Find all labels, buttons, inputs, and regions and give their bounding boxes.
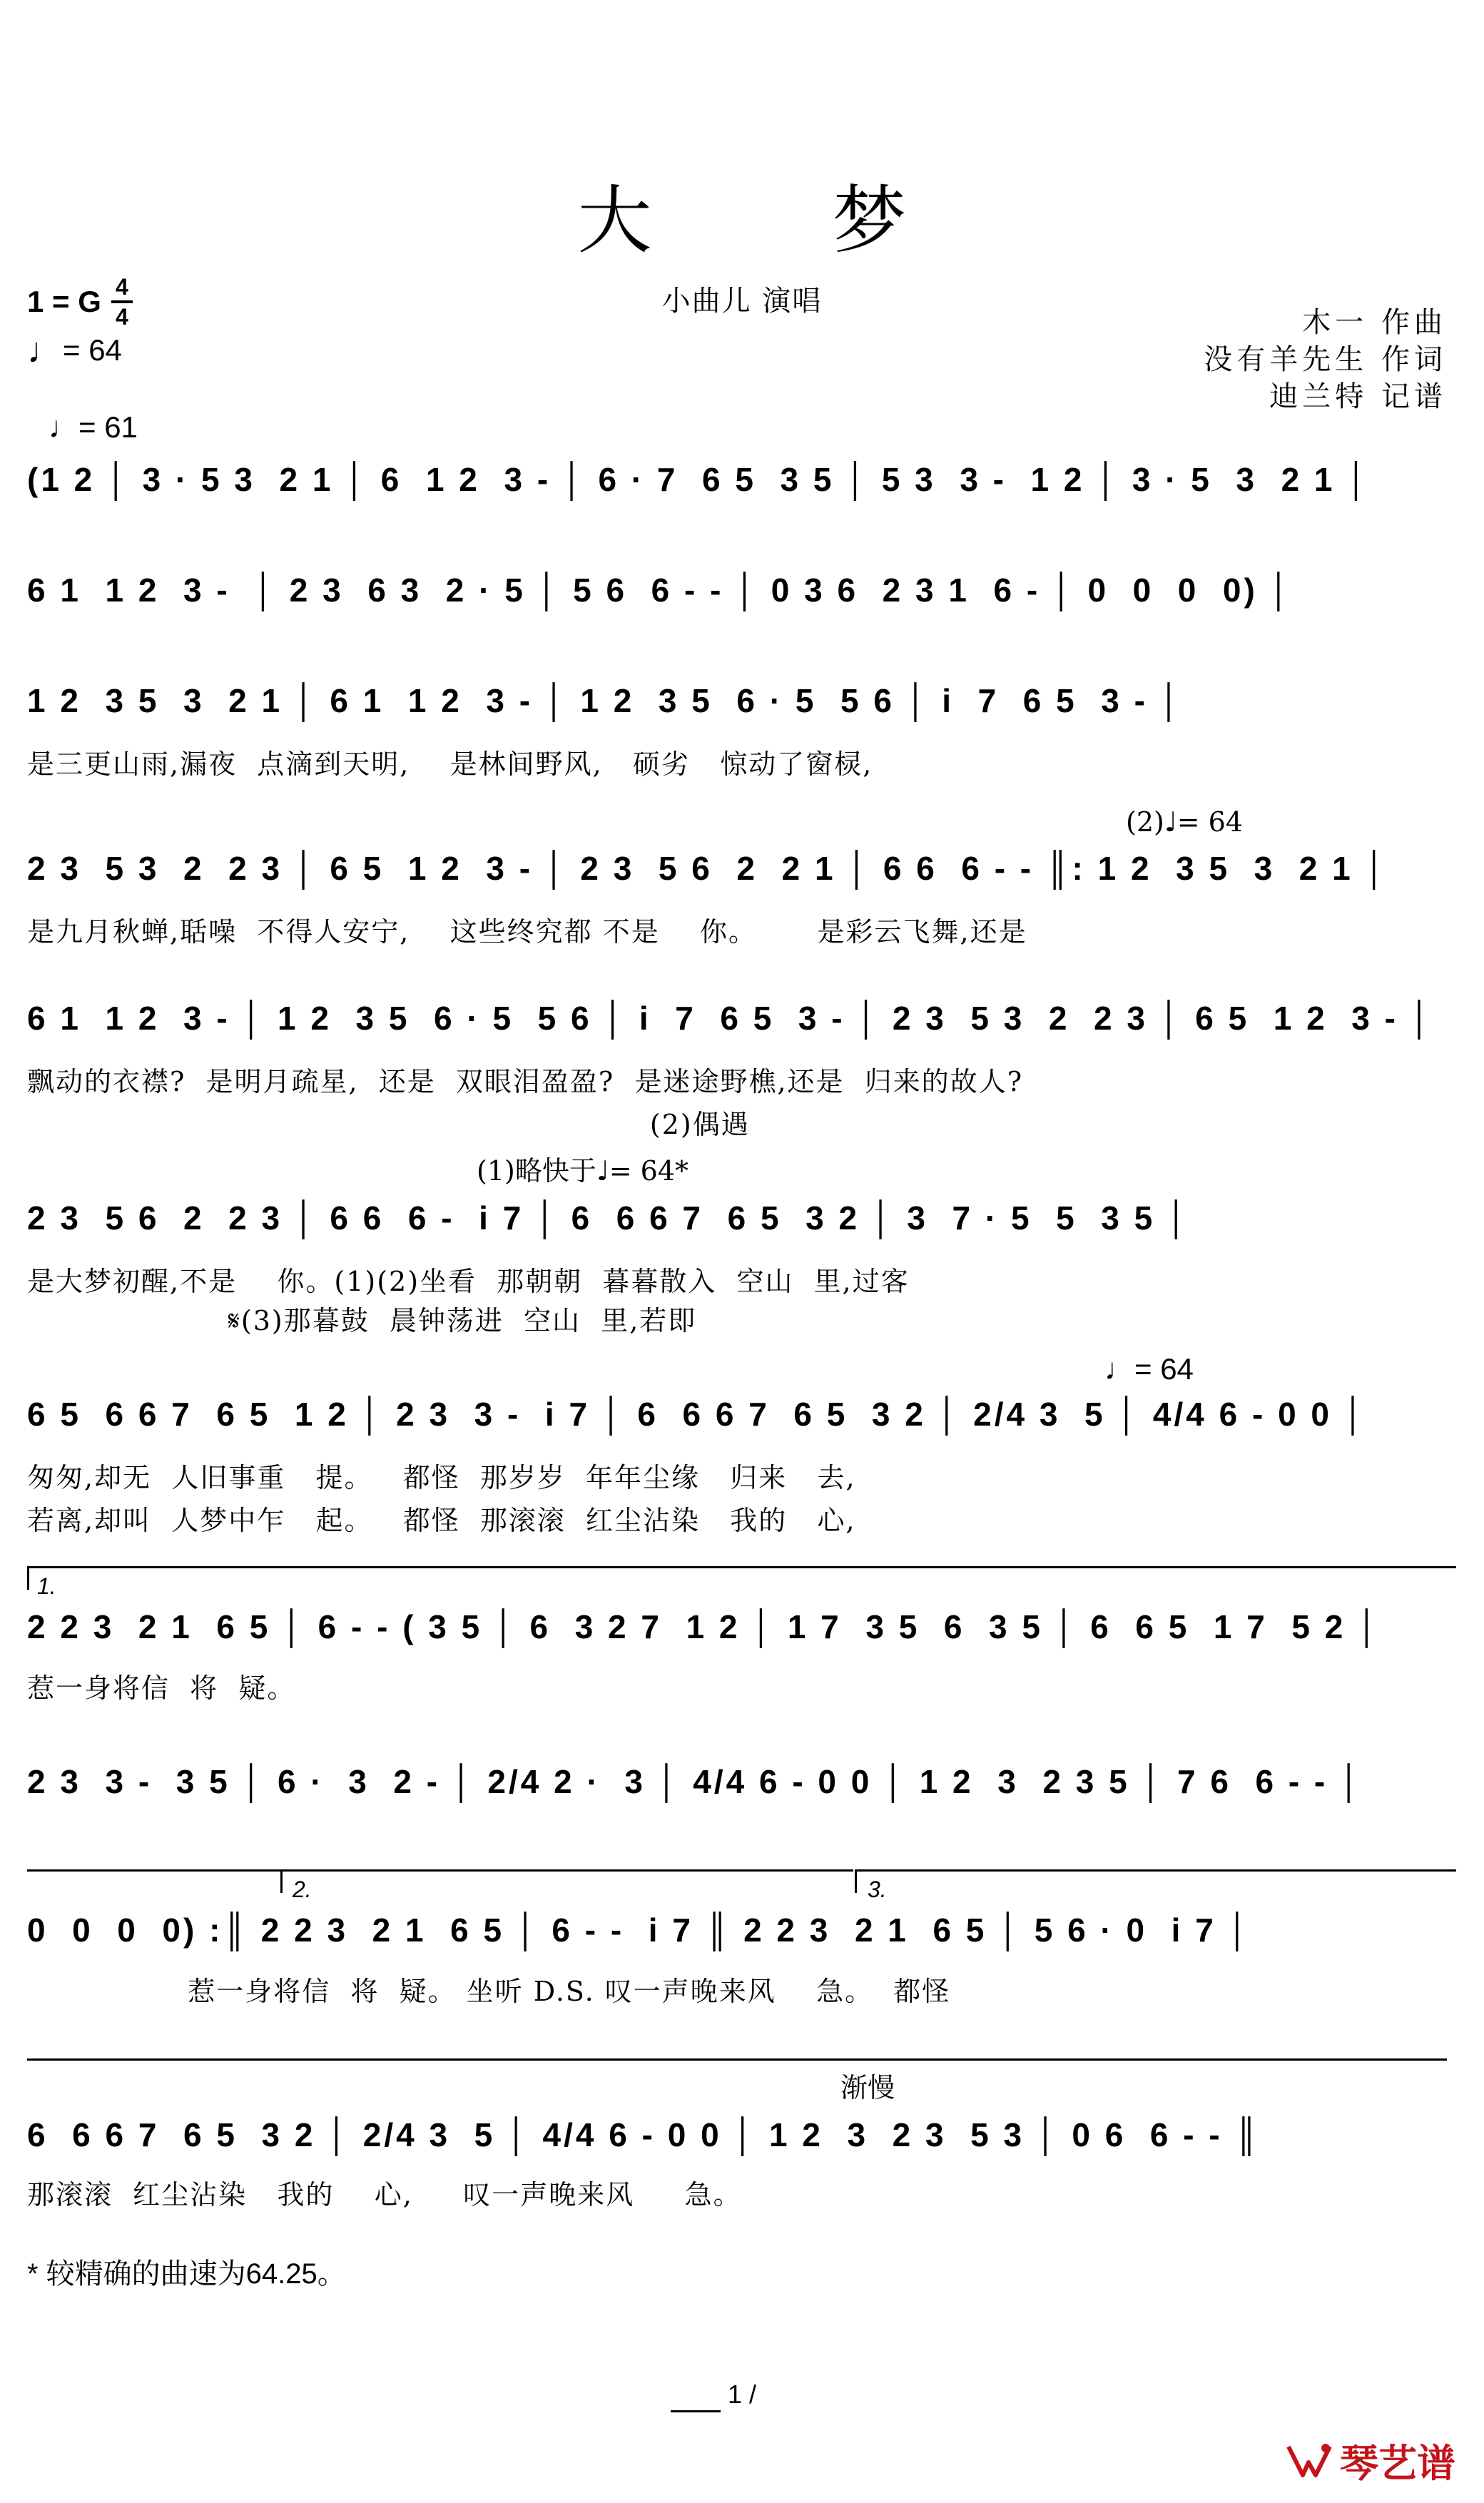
score-system-7 <box>27 1352 1457 1538</box>
volta-number: 2. <box>293 1877 312 1902</box>
notation-line: 0 0 0 0) :║ 2 2 3 2 1 6 5 │ 6 - - i 7 ║ 2 2 3 2 1 6 5 │ 5 6 · 0 i 7 │ <box>27 1911 1252 1949</box>
score-system-5 <box>27 999 1457 1163</box>
lyric-line: 若离,却叫 人梦中乍 起。 都怪 那滚滚 红尘沾染 我的 心, <box>27 1505 856 1536</box>
page-number: 1 / <box>727 2380 757 2409</box>
page-title: 大 梦 <box>577 177 985 264</box>
tempo-value: = 64 <box>63 333 122 367</box>
score-system-1 <box>27 410 1457 517</box>
lyric-line: 匆匆,却无 人旧事重 提。 都怪 那岁岁 年年尘缘 归来 去, <box>27 1462 856 1493</box>
singer-credit: 小曲儿 演唱 <box>661 285 823 318</box>
notation-line: (1 2 │ 3 · 5 3 2 1 │ 6 1 2 3 - │ 6 · 7 6 5 3 5 │ 5 3 3 - 1 2 │ 3 · 5 3 2 1 │ <box>27 461 1371 498</box>
score-system-4 <box>27 806 1457 949</box>
score-system-8 <box>27 1566 1457 1709</box>
tempo-annotation: 渐慢 <box>840 2072 895 2103</box>
volta-bracket <box>280 1869 853 1893</box>
notation-line: 2 3 5 6 2 2 3 │ 6 6 6 - i 7 │ 6 6 6 7 6 5 3 2 │ 3 7 · 5 5 3 5 │ <box>27 1199 1191 1237</box>
lyric-line: 飘动的衣襟? 是明月疏星, 还是 双眼泪盈盈? 是迷途野樵,还是 归来的故人? <box>27 1066 1024 1097</box>
key-label: 1 = G <box>27 285 101 318</box>
composer-credit: 木一 作曲 <box>1302 306 1447 339</box>
tempo-annotation: ♩= 64 <box>1104 1352 1194 1386</box>
quarter-note-icon: ♩ <box>27 330 63 370</box>
logo-text: 琴艺谱 <box>1340 2441 1455 2486</box>
lyric-line: (2)偶遇 <box>27 1109 750 1140</box>
tempo-annotation: (2)♩= 64 <box>1126 806 1244 838</box>
lyric-line: 惹一身将信 将 疑。 坐听 D.S. 叹一声晚来风 急。 都怪 <box>27 1976 951 2007</box>
score-system-11 <box>27 2058 1457 2208</box>
lyric-line: 是大梦初醒,不是 你。(1)(2)坐看 那朝朝 暮暮散入 空山 里,过客 <box>27 1266 910 1297</box>
notation-line: 1 2 3 5 3 2 1 │ 6 1 1 2 3 - │ 1 2 3 5 6 · 5 5 6 │ i 7 6 5 3 - │ <box>27 682 1184 719</box>
volta-bracket <box>27 1869 312 1872</box>
score-system-2 <box>27 571 1457 649</box>
score-system-3 <box>27 681 1457 803</box>
notation-line: 2 3 3 - 3 5 │ 6 · 3 2 - │ 2/4 2 · 3 │ 4/4 6 - 0 0 │ 1 2 3 2 3 5 │ 7 6 6 - - │ <box>27 1763 1363 1800</box>
lyric-line: 𝄋(3)那暮鼓 晨钟荡进 空山 里,若即 <box>27 1305 697 1336</box>
score-system-6 <box>27 1149 1457 1334</box>
page-number-underline <box>671 2410 721 2412</box>
notation-line: 6 6 6 7 6 5 3 2 │ 2/4 3 5 │ 4/4 6 - 0 0 │ 1 2 3 2 3 5 3 │ 0 6 6 - - ║ <box>27 2116 1261 2153</box>
notation-line: 2 2 3 2 1 6 5 │ 6 - - ( 3 5 │ 6 3 2 7 1 2 │ 1 7 3 5 6 3 5 │ 6 6 5 1 7 5 2 │ <box>27 1608 1381 1645</box>
time-signature: $\frac{4}{4}$ <box>111 274 133 330</box>
system-tempo: ♩= 61 <box>49 410 138 444</box>
transcriber-credit: 迪兰特 记谱 <box>1269 380 1447 413</box>
lyric-line: 那滚滚 红尘沾染 我的 心, 叹一声晚来风 急。 <box>27 2179 742 2210</box>
notation-line: 6 1 1 2 3 - │ 2 3 6 3 2 · 5 │ 5 6 6 - - │ 0 3 6 2 3 1 6 - │ 0 0 0 0) │ <box>27 572 1294 609</box>
volta-number: 3. <box>868 1877 887 1902</box>
notation-line: 6 5 6 6 7 6 5 1 2 │ 2 3 3 - i 7 │ 6 6 6 7 6 5 3 2 │ 2/4 3 5 │ 4/4 6 - 0 0 │ <box>27 1396 1368 1433</box>
lyricist-credit: 没有羊先生 作词 <box>1204 343 1447 376</box>
tempo-marking <box>27 330 122 371</box>
score-system-9 <box>27 1762 1457 1834</box>
notation-line: 6 1 1 2 3 - │ 1 2 3 5 6 · 5 5 6 │ i 7 6 5 3 - │ 2 3 5 3 2 2 3 │ 6 5 1 2 3 - │ <box>27 1000 1434 1037</box>
volta-bracket <box>27 1566 1456 1590</box>
piano-key-logo-icon <box>1284 2441 1334 2481</box>
volta-bracket <box>27 2058 1447 2061</box>
site-logo <box>1284 2433 1455 2488</box>
lyric-line: 是九月秋蝉,聒噪 不得人安宁, 这些终究都 不是 你。 是彩云飞舞,还是 <box>27 916 1027 948</box>
lyric-line: 是三更山雨,漏夜 点滴到天明, 是林间野风, 硕劣 惊动了窗棂, <box>27 748 873 780</box>
tempo-annotation: (1)略快于♩= 64* <box>477 1155 689 1187</box>
volta-bracket <box>855 1869 1456 1893</box>
score-system-10 <box>27 1869 1457 2012</box>
volta-number: 1. <box>37 1573 56 1599</box>
lyric-line: 惹一身将信 将 疑。 <box>27 1672 296 1704</box>
footnote: * 较精确的曲速为64.25。 <box>27 2258 346 2290</box>
notation-line: 2 3 5 3 2 2 3 │ 6 5 1 2 3 - │ 2 3 5 6 2 2 1 │ 6 6 6 - - ║: 1 2 3 5 3 2 1 │ <box>27 850 1389 887</box>
